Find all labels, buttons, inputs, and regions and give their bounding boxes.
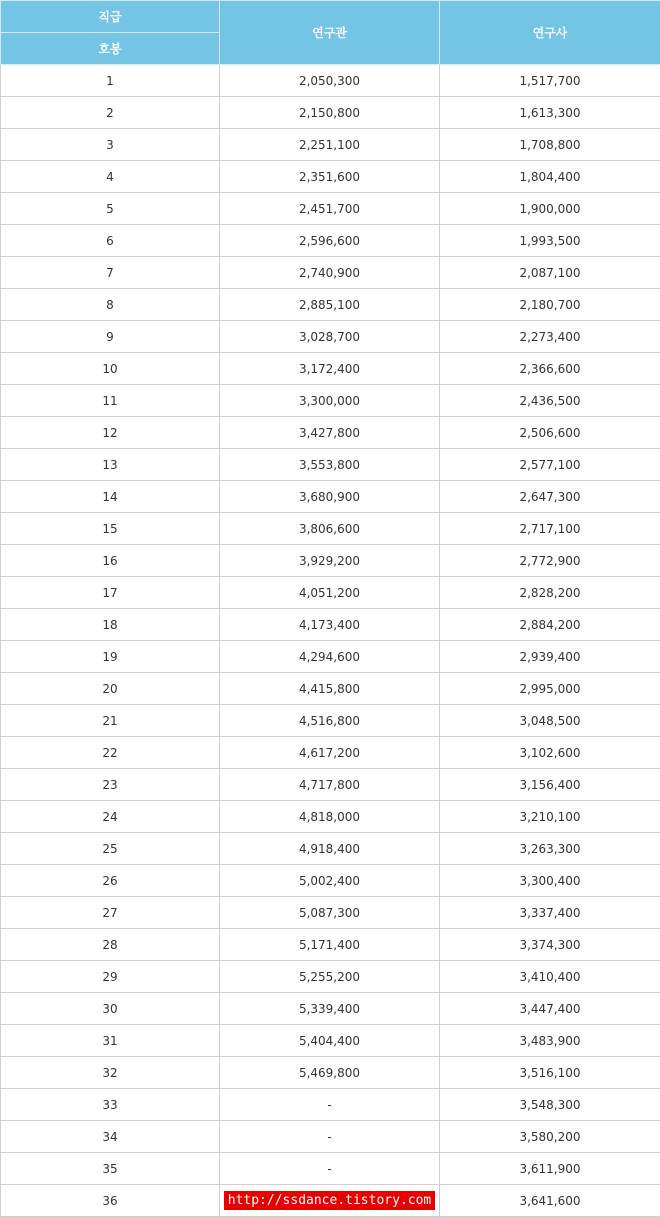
- researcher-cell: 3,374,300: [440, 929, 660, 961]
- researcher-officer-cell: 3,028,700: [220, 321, 440, 353]
- researcher-cell: 2,366,600: [440, 353, 660, 385]
- table-body: [1, 65, 660, 1217]
- table-row: [1, 161, 660, 193]
- step-cell: 23: [1, 769, 220, 801]
- step-cell: 21: [1, 705, 220, 737]
- researcher-cell: 3,611,900: [440, 1153, 660, 1185]
- header-row-top: [1, 1, 660, 33]
- researcher-officer-cell: 3,929,200: [220, 545, 440, 577]
- researcher-cell: 3,447,400: [440, 993, 660, 1025]
- table-row: [1, 961, 660, 993]
- table-row: [1, 641, 660, 673]
- researcher-cell: 2,577,100: [440, 449, 660, 481]
- researcher-officer-cell: 3,172,400: [220, 353, 440, 385]
- researcher-cell: 3,337,400: [440, 897, 660, 929]
- table-row: [1, 1153, 660, 1185]
- table-row: [1, 193, 660, 225]
- table-row: [1, 833, 660, 865]
- table-row: [1, 673, 660, 705]
- step-cell: 17: [1, 577, 220, 609]
- researcher-cell: 3,410,400: [440, 961, 660, 993]
- table-row: [1, 737, 660, 769]
- researcher-cell: 1,613,300: [440, 97, 660, 129]
- researcher-officer-cell: 2,251,100: [220, 129, 440, 161]
- researcher-cell: 3,300,400: [440, 865, 660, 897]
- researcher-cell: 2,647,300: [440, 481, 660, 513]
- researcher-officer-cell: 4,516,800: [220, 705, 440, 737]
- step-cell: 6: [1, 225, 220, 257]
- step-cell: 7: [1, 257, 220, 289]
- step-cell: 1: [1, 65, 220, 97]
- researcher-cell: 2,828,200: [440, 577, 660, 609]
- researcher-cell: 3,641,600: [440, 1185, 660, 1217]
- table-row: [1, 609, 660, 641]
- step-cell: 31: [1, 1025, 220, 1057]
- researcher-cell: 1,804,400: [440, 161, 660, 193]
- researcher-cell: 3,483,900: [440, 1025, 660, 1057]
- step-cell: 9: [1, 321, 220, 353]
- researcher-cell: 3,048,500: [440, 705, 660, 737]
- header-researcher-officer: 연구관: [220, 1, 440, 65]
- researcher-officer-cell: 4,617,200: [220, 737, 440, 769]
- table-header: [1, 1, 660, 65]
- researcher-officer-cell: 5,404,400: [220, 1025, 440, 1057]
- researcher-officer-cell: 5,255,200: [220, 961, 440, 993]
- researcher-cell: 3,516,100: [440, 1057, 660, 1089]
- researcher-cell: 3,210,100: [440, 801, 660, 833]
- step-cell: 11: [1, 385, 220, 417]
- step-cell: 2: [1, 97, 220, 129]
- table-row: [1, 1121, 660, 1153]
- researcher-cell: 1,708,800: [440, 129, 660, 161]
- researcher-cell: 1,900,000: [440, 193, 660, 225]
- table-row: [1, 705, 660, 737]
- step-cell: 13: [1, 449, 220, 481]
- researcher-officer-cell: 3,680,900: [220, 481, 440, 513]
- table-row: [1, 769, 660, 801]
- table-row: [1, 1025, 660, 1057]
- researcher-cell: 3,156,400: [440, 769, 660, 801]
- researcher-cell: 3,263,300: [440, 833, 660, 865]
- researcher-cell: 3,548,300: [440, 1089, 660, 1121]
- researcher-officer-cell: 2,885,100: [220, 289, 440, 321]
- step-cell: 4: [1, 161, 220, 193]
- researcher-officer-cell: 5,002,400: [220, 865, 440, 897]
- table-row: [1, 897, 660, 929]
- researcher-officer-cell: 3,300,000: [220, 385, 440, 417]
- header-grade: 직급: [1, 1, 220, 33]
- researcher-officer-cell: 2,050,300: [220, 65, 440, 97]
- researcher-officer-cell: 4,051,200: [220, 577, 440, 609]
- step-cell: 20: [1, 673, 220, 705]
- step-cell: 32: [1, 1057, 220, 1089]
- table-row: [1, 1057, 660, 1089]
- researcher-officer-cell: 5,087,300: [220, 897, 440, 929]
- researcher-officer-cell: 2,351,600: [220, 161, 440, 193]
- researcher-officer-cell: -: [220, 1089, 440, 1121]
- table-row: [1, 129, 660, 161]
- table-row: [1, 865, 660, 897]
- step-cell: 12: [1, 417, 220, 449]
- table-row: [1, 353, 660, 385]
- researcher-officer-cell: [220, 1185, 440, 1217]
- step-cell: 5: [1, 193, 220, 225]
- step-cell: 34: [1, 1121, 220, 1153]
- table-row: [1, 97, 660, 129]
- header-step: 호봉: [1, 33, 220, 65]
- step-cell: 24: [1, 801, 220, 833]
- step-cell: 33: [1, 1089, 220, 1121]
- step-cell: 28: [1, 929, 220, 961]
- researcher-officer-cell: 4,818,000: [220, 801, 440, 833]
- researcher-cell: 2,506,600: [440, 417, 660, 449]
- table-row: [1, 1185, 660, 1217]
- step-cell: 8: [1, 289, 220, 321]
- step-cell: 22: [1, 737, 220, 769]
- researcher-cell: 3,102,600: [440, 737, 660, 769]
- researcher-cell: 2,436,500: [440, 385, 660, 417]
- step-cell: 29: [1, 961, 220, 993]
- researcher-officer-cell: -: [220, 1121, 440, 1153]
- researcher-officer-cell: 4,918,400: [220, 833, 440, 865]
- table-row: [1, 449, 660, 481]
- researcher-officer-cell: 5,171,400: [220, 929, 440, 961]
- table-row: [1, 993, 660, 1025]
- table-row: [1, 65, 660, 97]
- table-row: [1, 321, 660, 353]
- researcher-cell: 3,580,200: [440, 1121, 660, 1153]
- table-row: [1, 801, 660, 833]
- step-cell: 18: [1, 609, 220, 641]
- researcher-cell: 2,087,100: [440, 257, 660, 289]
- table-row: [1, 225, 660, 257]
- researcher-officer-cell: 2,150,800: [220, 97, 440, 129]
- researcher-officer-cell: 4,173,400: [220, 609, 440, 641]
- step-cell: 30: [1, 993, 220, 1025]
- researcher-cell: 1,517,700: [440, 65, 660, 97]
- researcher-officer-cell: 2,451,700: [220, 193, 440, 225]
- table-row: [1, 417, 660, 449]
- researcher-cell: 2,273,400: [440, 321, 660, 353]
- researcher-officer-cell: 3,806,600: [220, 513, 440, 545]
- researcher-cell: 2,939,400: [440, 641, 660, 673]
- researcher-cell: 2,884,200: [440, 609, 660, 641]
- researcher-cell: 2,995,000: [440, 673, 660, 705]
- table-row: [1, 929, 660, 961]
- header-researcher: 연구사: [440, 1, 660, 65]
- step-cell: 16: [1, 545, 220, 577]
- researcher-officer-cell: 4,717,800: [220, 769, 440, 801]
- table-row: [1, 577, 660, 609]
- step-cell: 36: [1, 1185, 220, 1217]
- researcher-officer-cell: 5,469,800: [220, 1057, 440, 1089]
- researcher-cell: 1,993,500: [440, 225, 660, 257]
- step-cell: 19: [1, 641, 220, 673]
- step-cell: 10: [1, 353, 220, 385]
- table-row: [1, 1089, 660, 1121]
- table-row: [1, 257, 660, 289]
- table-row: [1, 545, 660, 577]
- step-cell: 15: [1, 513, 220, 545]
- researcher-officer-cell: 3,553,800: [220, 449, 440, 481]
- step-cell: 25: [1, 833, 220, 865]
- step-cell: 27: [1, 897, 220, 929]
- table-row: [1, 385, 660, 417]
- researcher-cell: 2,717,100: [440, 513, 660, 545]
- researcher-officer-cell: 2,596,600: [220, 225, 440, 257]
- watermark-link[interactable]: http://ssdance.tistory.com: [224, 1191, 436, 1210]
- researcher-cell: 2,180,700: [440, 289, 660, 321]
- researcher-officer-cell: 5,339,400: [220, 993, 440, 1025]
- researcher-officer-cell: -: [220, 1153, 440, 1185]
- researcher-officer-cell: 2,740,900: [220, 257, 440, 289]
- researcher-cell: 2,772,900: [440, 545, 660, 577]
- step-cell: 3: [1, 129, 220, 161]
- researcher-officer-cell: 4,294,600: [220, 641, 440, 673]
- step-cell: 35: [1, 1153, 220, 1185]
- researcher-officer-cell: 4,415,800: [220, 673, 440, 705]
- researcher-officer-cell: 3,427,800: [220, 417, 440, 449]
- table-row: [1, 481, 660, 513]
- table-row: [1, 289, 660, 321]
- step-cell: 14: [1, 481, 220, 513]
- table-row: [1, 513, 660, 545]
- step-cell: 26: [1, 865, 220, 897]
